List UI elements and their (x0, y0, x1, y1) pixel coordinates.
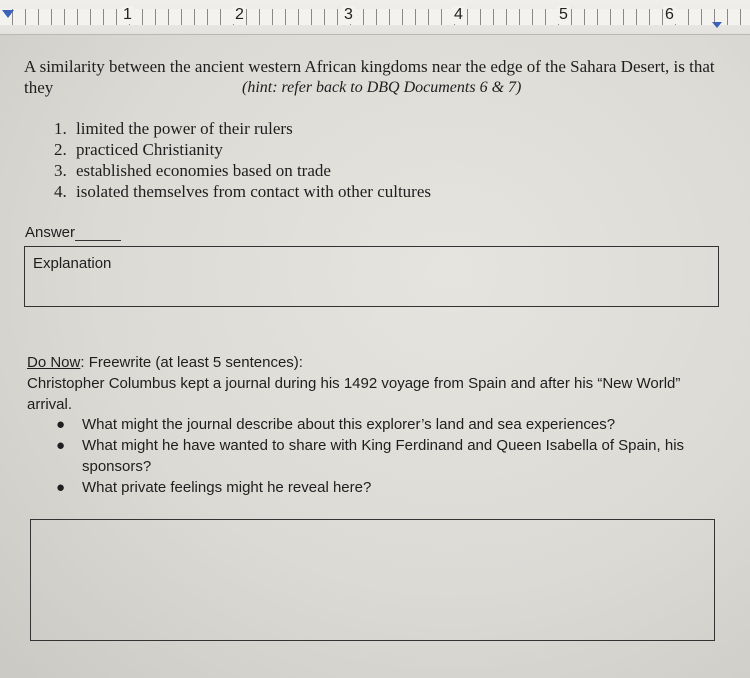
choice-item: 4. isolated themselves from contact with other cultures (54, 182, 432, 201)
do-now-section (27, 352, 717, 415)
question-bullet: ● What might the journal describe about this explorer’s land and sea experiences? (56, 416, 616, 433)
ruler-mark: 6 (665, 6, 674, 23)
ruler-scale (0, 9, 750, 25)
ruler-mark: 1 (123, 6, 132, 23)
indent-marker-icon[interactable] (2, 10, 14, 18)
bullet-icon: ● (56, 479, 66, 496)
ruler-mark: 3 (344, 6, 353, 23)
do-now-instruction: : Freewrite (at least 5 sentences): (80, 354, 303, 371)
ruler-mark: 4 (454, 6, 463, 23)
do-now-prompt: Christopher Columbus kept a journal during his 1492 voyage from Spain and after his “New World” arrival. (27, 375, 681, 413)
ruler-mark: 2 (235, 6, 244, 23)
question-stem: A similarity between the ancient western African kingdoms near the edge of the Sahara Desert, is that they (24, 57, 715, 97)
ruler-mark: 5 (559, 6, 568, 23)
answer-row (25, 224, 121, 241)
question-hint: (hint: refer back to DBQ Documents 6 & 7) (242, 79, 522, 96)
document-ruler[interactable] (0, 0, 750, 35)
question-bullet: ● What might he have wanted to share with King Ferdinand and Queen Isabella of Spain, his sponsors? (56, 437, 685, 475)
explanation-box[interactable] (24, 246, 719, 307)
answer-blank[interactable] (75, 226, 121, 241)
bullet-icon: ● (56, 437, 66, 454)
freewrite-response-box[interactable] (30, 519, 715, 641)
choice-item: 2. practiced Christianity (54, 140, 223, 159)
choice-item: 1. limited the power of their rulers (54, 119, 293, 138)
choice-item: 3. established economies based on trade (54, 161, 331, 180)
answer-label: Answer (25, 224, 76, 241)
do-now-questions (56, 414, 716, 498)
question-bullet: ● What private feelings might he reveal here? (56, 479, 372, 496)
right-indent-marker-icon[interactable] (712, 22, 722, 28)
answer-choices (54, 118, 431, 202)
explanation-label: Explanation (33, 255, 112, 272)
do-now-header (27, 352, 717, 373)
do-now-heading: Do Now (27, 354, 81, 371)
bullet-icon: ● (56, 416, 66, 433)
